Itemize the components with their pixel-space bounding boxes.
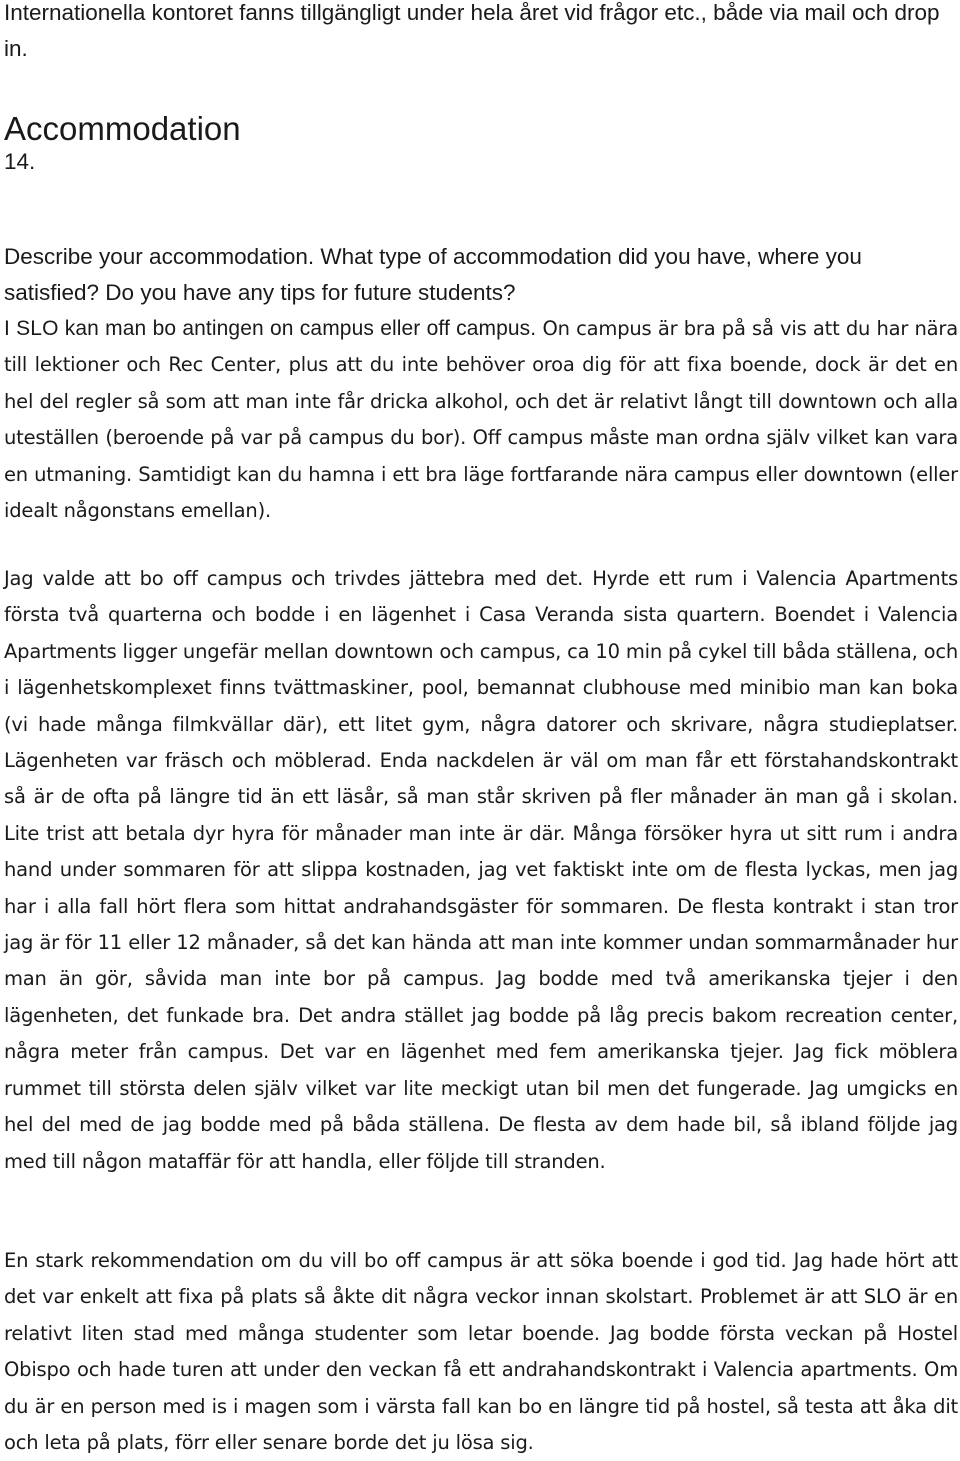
question-text: Describe your accommodation. What type of accommodation did you have, where you satisfied? Do you have any tips for future students? — [4, 244, 862, 305]
section-heading: Accommodation — [4, 110, 241, 147]
answer-paragraph-2: Jag valde att bo off campus och trivdes jättebra med det. Hyrde ett rum i Valencia Apartments första två quarterna och bodde i en lägenhet i Casa Veranda sista quartern. Boendet i Valencia Apartments ligger ungefär mellan downtown och campus, ca 10 min på cykel till båda ställena, och i lägenhetskomplexet finns tvättmaskiner, pool, bemannat clubhouse med minibio man kan boka (vi hade många filmkvällar där), ett litet gym, några datorer och skrivare, några studieplatser. Lägenheten var fräsch och möblerad. Enda nackdelen är väl om man får ett förstahandskontrakt så är de ofta på längre tid än ett läsår, så man står skriven på fler månader än man gå i skolan. Lite trist att betala dyr hyra för månader man inte är där. Många försöker hyra ut sitt rum i andra hand under sommaren för att slippa kostnaden, jag vet faktiskt inte om de flesta lyckas, men jag har i alla fall hört flera som hittat andrahandsgäster för sommaren. De flesta kontrakt i stan tror jag är för 11 eller 12 månader, så det kan hända att man inte kommer undan sommarmånader hur man än gör, såvida man inte bor på campus. Jag bodde med två amerikanska tjejer i den lägenheten, det funkade bra. Det andra stället jag bodde på låg precis bakom recreation center, några meter från campus. Det var en lägenhet med fem amerikanska tjejer. Jag fick möblera rummet till största delen själv vilket var lite meckigt utan bil men det fungerade. Jag umgicks en hel del med de jag bodde med på båda ställena. De flesta av dem hade bil, så ibland följde jag med till någon mataffär för att handla, eller följde till stranden. — [4, 567, 958, 1173]
answer-paragraph-3: En stark rekommendation om du vill bo off campus är att söka boende i god tid. Jag hade hört att det var enkelt att fixa på plats så åkte dit några veckor innan skolstart. Problemet är att SLO är en relativt liten stad med många studenter som letar boende. Jag bodde första veckan på Hostel Obispo och hade turen att under den veckan få ett andrahandskontrakt i Valencia apartments. Om du är en person med is i magen som i värsta fall kan bo en längre tid på hostel, så testa att åka dit och leta på plats, förr eller senare borde det ju lösa sig. — [4, 1249, 958, 1455]
intro-paragraph: Internationella kontoret fanns tillgängligt under hela året vid frågor etc., både via mail och drop in. — [4, 0, 940, 61]
answer-lead-text: I SLO kan man bo antingen on campus eller off campus. — [4, 317, 537, 340]
answer-paragraph-1 — [0, 311, 960, 529]
question-number: 14. — [4, 149, 36, 174]
answer-paragraph-1-text: On campus är bra på så vis att du har nära till lektioner och Rec Center, plus att du inte behöver oroa dig för att fixa boende, dock är det en hel del regler så som att man inte får dricka alkohol, och det är relativt långt till downtown och alla uteställen (beroende på var på campus du bor). Off campus måste man ordna själv vilket kan vara en utmaning. Samtidigt kan du hamna i ett bra läge fortfarande nära campus eller downtown (eller idealt någonstans emellan). — [4, 317, 958, 523]
